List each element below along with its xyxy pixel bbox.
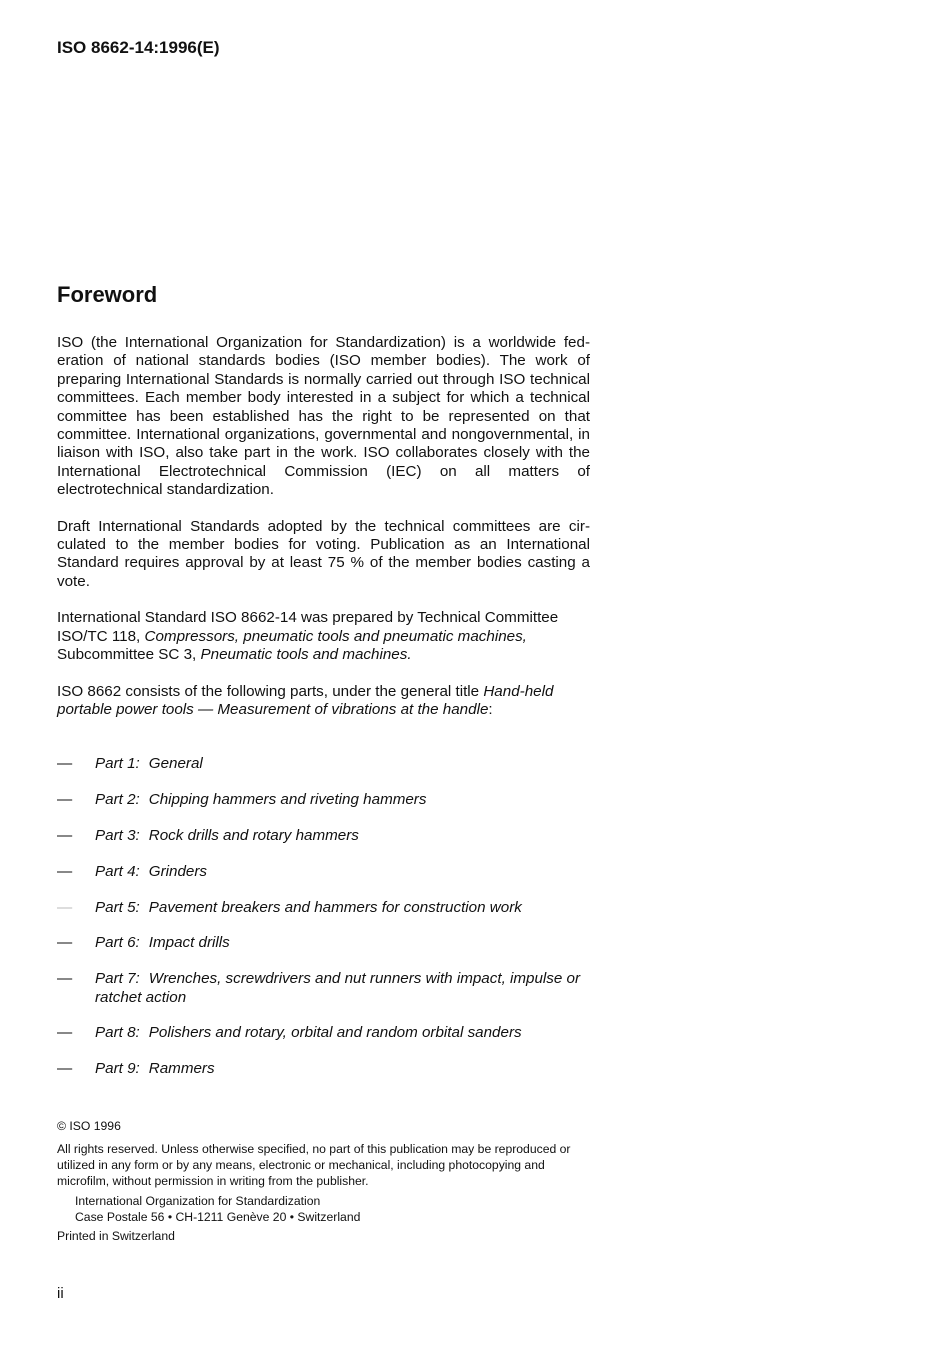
- general-title: Hand-held portable power tools — Measurement of vibrations at the handle: [57, 682, 554, 718]
- list-dash: —: [57, 826, 73, 844]
- list-item: [57, 1024, 590, 1042]
- part-number: Part 5:: [95, 898, 140, 916]
- list-dash: —: [57, 970, 73, 988]
- list-item: [57, 899, 590, 917]
- section-title-foreword: Foreword: [57, 282, 158, 307]
- part-title: Rammers: [148, 1060, 215, 1078]
- subcommittee-text: Subcommittee SC 3,: [57, 646, 201, 664]
- part-number: Part 3:: [95, 826, 140, 844]
- part-title: Rock drills and rotary hammers: [148, 826, 359, 844]
- list-item: [57, 1060, 590, 1078]
- part-number: Part 2:: [95, 791, 140, 809]
- page-number: ii: [57, 1285, 64, 1302]
- part-title: Polishers and rotary, orbital and random orbital sanders: [148, 1024, 522, 1042]
- list-item: [57, 863, 590, 881]
- paragraph-iso-intro: ISO (the International Organization for Standardization) is a worldwide federation of national standards bodies (ISO member bodies). The work of preparing International Standards is normally carried out through ISO technical committees. Each member body interested in a subject for which a technical committee has been established has the right to be represented on that committee. International organizations, governmental and nongovernmental, in liaison with ISO, also take part in the work. ISO collaborates closely with the International Electrotechnical Commission (IEC) on all matters of electrotechnical standardization.: [57, 334, 590, 499]
- list-item: [57, 934, 590, 952]
- paragraph-prepared-by: [57, 609, 590, 664]
- list-item: [57, 755, 590, 773]
- list-dash: —: [57, 1024, 73, 1042]
- committee-name: Compressors, pneumatic tools and pneumatic machines,: [144, 627, 527, 645]
- paragraph-draft-standards: Draft International Standards adopted by the technical committees are circulated to the member bodies for voting. Publication as an International Standard requires approval by at least 75 % of the member bodies casting a vote.: [57, 517, 590, 590]
- part-title: General: [148, 755, 203, 773]
- copyright-block: [57, 1118, 597, 1244]
- foreword-body: [57, 334, 590, 1096]
- parts-list: [57, 755, 590, 1078]
- publisher-name: International Organization for Standardization: [75, 1194, 321, 1208]
- part-title: Chipping hammers and riveting hammers: [148, 791, 427, 809]
- part-title: Impact drills: [148, 934, 230, 952]
- part-number: Part 6:: [95, 934, 140, 952]
- list-item: [57, 970, 590, 1007]
- part-number: Part 1:: [95, 755, 140, 773]
- printed-in: Printed in Switzerland: [57, 1229, 175, 1243]
- subcommittee-name: Pneumatic tools and machines.: [200, 646, 412, 664]
- part-title: Grinders: [148, 862, 207, 880]
- rights-statement: All rights reserved. Unless otherwise specified, no part of this publication may be reproduced or utilized in any form or by any means, electronic or mechanical, including photocopying and microfilm, without permission in writing from the publisher.: [57, 1142, 571, 1188]
- document-id-header: ISO 8662-14:1996(E): [57, 38, 220, 57]
- list-item: [57, 827, 590, 845]
- part-number: Part 8:: [95, 1024, 140, 1042]
- parts-intro-text: ISO 8662 consists of the following parts, under the general title: [57, 682, 484, 700]
- list-item: [57, 791, 590, 809]
- part-number: Part 7:: [95, 970, 140, 988]
- parts-intro-colon: :: [488, 700, 493, 718]
- prepared-by-text: International Standard ISO 8662-14 was prepared by Technical Committee ISO/TC 118,: [57, 609, 559, 645]
- list-dash: —: [57, 934, 73, 952]
- list-dash: —: [57, 755, 73, 773]
- paragraph-parts-intro: [57, 683, 590, 720]
- part-title: Pavement breakers and hammers for construction work: [148, 898, 522, 916]
- list-dash: —: [57, 791, 73, 809]
- publisher-address: Case Postale 56 • CH-1211 Genève 20 • Switzerland: [75, 1210, 361, 1224]
- list-dash: —: [57, 898, 73, 916]
- list-dash: —: [57, 1060, 73, 1078]
- list-dash: —: [57, 862, 73, 880]
- part-number: Part 9:: [95, 1060, 140, 1078]
- copyright-notice: © ISO 1996: [57, 1119, 121, 1133]
- part-number: Part 4:: [95, 862, 140, 880]
- part-title: Wrenches, screwdrivers and nut runners with impact, impulse or ratchet action: [95, 970, 581, 1006]
